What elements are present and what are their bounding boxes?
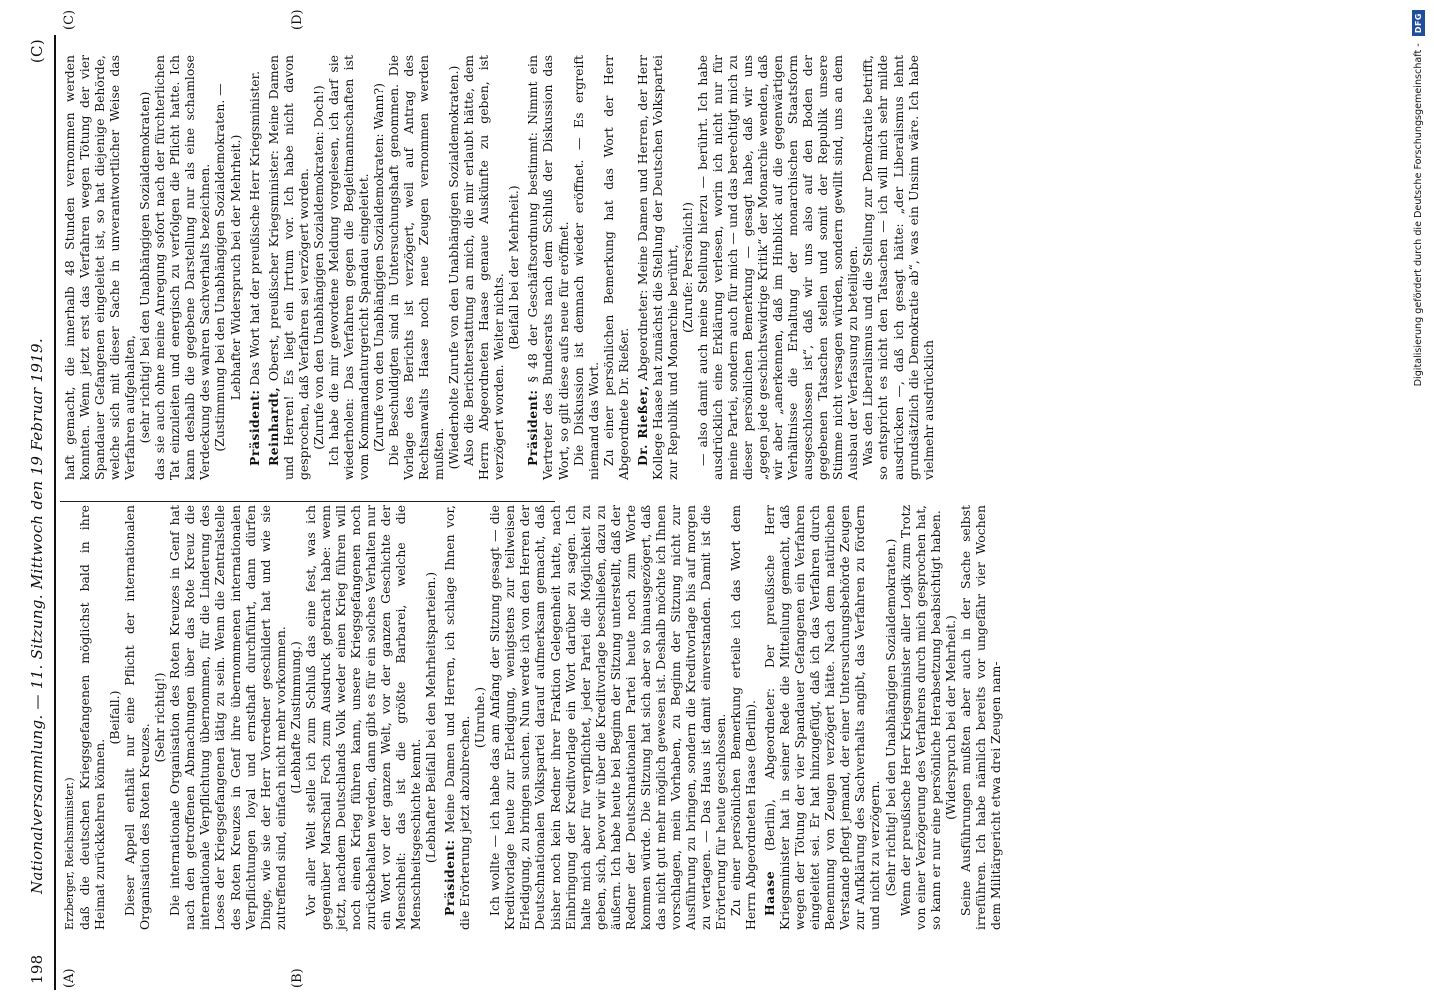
paragraph: Die Beschuldigten sind in Untersuchungshaft genommen. Die Vorlage des Berichts ist verzögert, weil auf Antrag des Rechtsanwalts Haase noch neue Zeugen vernommen werden mußten. <box>385 55 447 480</box>
paragraph: das sie auch ohne meine Anregung sofort nach der fürchterlichen Tat einzuleiten und energisch zu verfolgen die Pflicht hatte. Ich kann deshalb die gegebene Darstellung nur als eine schamlose Verdeckung des wahren Sachverhalts bezeichnen. <box>152 55 213 480</box>
speaker-name: Reinhardt, <box>265 386 281 466</box>
dfg-logo-icon: DFG <box>1412 10 1425 36</box>
paragraph: Dieser Appell enthält nur eine Pflicht der internationalen Organisation des Roten Kreuzes. <box>122 505 153 930</box>
page-number: 198 <box>28 954 46 984</box>
speaker-name: Präsident: <box>442 839 458 916</box>
interjection: (Beifall.) <box>107 690 123 745</box>
header-rule <box>54 35 56 990</box>
interjection: (Zurufe: Persönlich!) <box>679 202 695 333</box>
paragraph: Präsident: Meine Damen und Herren, ich schlage Ihnen vor, die Erörterung jetzt abzubrechen. <box>442 505 473 930</box>
paragraph: Zu einer persönlichen Bemerkung hat das Wort der Herr Abgeordnete Dr. Rießer. <box>600 55 631 480</box>
right-column <box>62 55 936 480</box>
speaker-name: Präsident: <box>525 389 541 466</box>
interjection: (Widerspruch bei der Mehrheit.) <box>942 615 958 820</box>
margin-marker-d: (D) <box>290 9 305 30</box>
margin-marker-a: (A) <box>62 968 77 988</box>
running-head: Nationalversammlung. — 11. Sitzung. Mittwoch den 19 Februar 1919. <box>28 338 46 894</box>
interjection: (Lebhafte Zustimmung.) <box>287 641 303 794</box>
paragraph: Zu einer persönlichen Bemerkung erteile ich das Wort dem Herrn Abgeordneten Haase (Berlin). <box>728 505 759 930</box>
interjection: (Sehr richtig!) <box>152 672 168 763</box>
paragraph: Also die Berichterstattung an mich, die mir erlaubt hätte, dem Herrn Abgeordneten Haase genaue Auskünfte zu geben, ist verzögert worden. Weiter nichts. <box>461 55 507 480</box>
interjection: (Unruhe.) <box>472 686 488 749</box>
dfg-credit <box>1412 0 1425 1000</box>
speaker-name: Haase <box>762 870 778 916</box>
paragraph: Haase (Berlin), Abgeordneter: Der preußische Herr Kriegsminister hat in seiner Rede die Mitteilung gemacht, daß wegen der Tötung der vier Spandauer Gefangenen ein Verfahren eingeleitet sei. Er hat hinzugefügt, daß ich das Verfahren durch Benennung von Zeugen verzögert hätte. Nach dem natürlichen Verstande pflegt jemand, der einer Untersuchungsbehörde Zeugen zur Aufklärung des Sachverhalts angibt, das Verfahren zu fördern und nicht zu verzögern. <box>762 505 883 930</box>
column-marker: (C) <box>28 39 46 64</box>
paragraph: Vor aller Welt stelle ich zum Schluß das eine fest, was ich gegenüber Marschall Foch zum Ausdruck gebracht habe: wenn jetzt, nachdem Deutschlands Volk weder einen Krieg führen will noch einen Krieg führen kann, unsere Kriegsgefangenen noch zurückbehalten werden, dann gibt es für ein solches Verhalten nur ein Wort vor der ganzen Welt, vor der ganzen Geschichte der Menschheit: das ist die größte Barbarei, welche die Menschheitsgeschichte kennt. <box>302 505 424 930</box>
credit-text: Digitalisierung gefördert durch die Deutsche Forschungsgemeinschaft - <box>1413 43 1424 387</box>
interjection: (Wiederholte Zurufe von den Unabhängigen Sozialdemokraten.) <box>446 65 462 470</box>
paragraph: Was den Liberalismus und die Stellung zur Demokratie betrifft, so entspricht es nicht den Tatsachen — ich will mich sehr milde ausdrücken —, daß ich gesagt hätte: „der Liberalismus lehnt grundsätzlich die Demokratie ab“, was ein Unsinn wäre. Ich habe vielmehr ausdrücklich <box>860 55 936 480</box>
paragraph: Dr. Rießer, Abgeordneter: Meine Damen und Herren, der Herr Kollege Haase hat zunächst die Stellung der Deutschen Volkspartei zur Republik und Monarchie berührt, <box>634 55 680 480</box>
interjection: (Zurufe von den Unabhängigen Sozialdemokraten: Wann?) <box>370 83 386 452</box>
paragraph: Erzberger, Reichsminister.) <box>63 777 76 930</box>
paragraph: Die Diskussion ist demnach wieder eröffnet. — Es ergreift niemand das Wort. <box>570 55 601 480</box>
interjection: (Zurufe von den Unabhängigen Sozialdemokraten: Doch!) <box>310 85 326 450</box>
column-separator <box>60 501 555 502</box>
interjection: (Beifall bei der Mehrheit.) <box>506 185 522 350</box>
paragraph: Präsident: § 48 der Geschäftsordnung bestimmt: Nimmt ein Vertreter des Bundesrats nach dem Schluß der Diskussion das Wort, so gilt diese aufs neue für eröffnet. <box>525 55 571 480</box>
paragraph: Ich wollte — ich habe das am Anfang der Sitzung gesagt — die Kreditvorlage heute zur Erledigung, wenigstens zur teilweisen Erledigung, zu bringen suchen. Nun werde ich von den Herren der Deutschnationalen Volkspartei darauf aufmerksam gemacht, daß bisher noch kein Redner ihrer Fraktion Gelegenheit hatte, nach Einbringung der Kreditvorlage ein Wort darüber zu sagen. Ich halte mich aber für verpflichtet, jeder Partei die Möglichkeit zu geben, sich, bevor wir über die Kreditvorlage beschließen, dazu zu äußern. Ich habe heute bei Beginn der Sitzung unterstellt, daß der Redner der Deutschnationalen Partei heute noch zum Worte kommen würde. Die Sitzung hat sich aber so hinausgezögert, daß das nicht gut mehr möglich gewesen ist. Deshalb möchte ich Ihnen vorschlagen, mein Vorhaben, zu Beginn der Sitzung nicht zur Ausführung zu bringen, sondern die Kreditvorlage bis auf morgen zu vertagen. — Das Haus ist damit einverstanden. Damit ist die Erörterung für heute geschlossen. <box>487 505 729 930</box>
paragraph: Reinhardt, Oberst, preußischer Kriegsminister: Meine Damen und Herren! Es liegt ein Irrtum vor. Ich habe nicht davon gesprochen, daß Verfahren sei verzögert worden. <box>265 55 311 480</box>
interjection: (sehr richtig! bei den Unabhängigen Sozialdemokraten) <box>137 91 153 444</box>
interjection: (Lebhafter Beifall bei den Mehrheitsparteien.) <box>423 571 439 864</box>
paragraph: Die internationale Organisation des Roten Kreuzes in Genf hat nach den getroffenen Abmachungen über das Rote Kreuz die internationale Verpflichtung übernommen, für die Linderung des Loses der Kriegsgefangenen tätig zu sein. Wenn die Zentralstelle des Roten Kreuzes in Genf ihre übernommenen internationalen Verpflichtungen loyal und ernsthaft durchführt, dann dürfen Dinge, wie sie der Herr Vorredner geschildert hat und wie sie zutreffend sind, einfach nicht mehr vorkommen. <box>167 505 288 930</box>
paragraph: Wenn der preußische Herr Kriegsminister aller Logik zum Trotz von einer Verzögerung des Verfahrens durch mich gesprochen hat, so kann er nur eine persönliche Herabsetzung beabsichtigt haben. <box>897 505 943 930</box>
paragraph: Seine Ausführungen mußten aber auch in der Sache selbst irreführen. Ich habe nämlich bereits vor ungefähr vier Wochen dem Militärgericht etwa drei Zeugen nam- <box>957 505 1003 930</box>
speaker-name: Dr. Rießer, <box>634 385 650 466</box>
paragraph: haft gemacht, die innerhalb 48 Stunden vernommen werden konnten. Wenn jetzt erst das Verfahren wegen Tötung der vier Spandauer Gefangenen eingeleitet ist, so hat diejenige Behörde, welche sich mit dieser Sache in unverantwortlicher Weise das Verfahren aufgehalten, <box>62 55 138 480</box>
page-header <box>28 39 50 984</box>
paragraph: — also damit auch meine Stellung hierzu — berührt. Ich habe ausdrücklich eine Erklärung verlesen, worin ich nicht nur für meine Partei, sondern auch für mich — und das berechtigt mich zu dieser persönlichen Bemerkung — gesagt habe, daß wir uns „gegen jede geschichtswidrige Kritik“ der Monarchie wenden, daß wir aber „anerkennen, daß im Hinblick auf die gegenwärtigen Verhältnisse die Erhaltung der monarchischen Staatsform ausgeschlossen ist“, daß wir uns also auf den Boden der gegebenen Tatsachen stellen und somit der Republik unsere Stimme nicht versagen würden, sondern gewillt sind, uns an dem Ausbau der Verfassung zu beteiligen. <box>694 55 861 480</box>
speaker-name: Präsident: <box>246 389 262 466</box>
paragraph: Ich habe die mir gewordene Meldung vorgelesen, ich darf sie wiederholen: Das Verfahren gegen die Begleitmannschaften ist vom Kommandanturgericht Spandau eingeleitet. <box>325 55 371 480</box>
left-column <box>62 505 1003 930</box>
interjection: (Zustimmung bei den Unabhängigen Sozialdemokraten. — Lebhafter Widerspruch bei der Mehrheit.) <box>212 83 243 452</box>
paragraph: daß die deutschen Kriegsgefangenen möglichst bald in ihre Heimat zurückkehren können. <box>77 505 108 930</box>
paragraph: Präsident: Das Wort hat der preußische Herr Kriegsminister. <box>246 70 262 466</box>
interjection: (Sehr richtig! bei den Unabhängigen Sozialdemokraten.) <box>882 538 898 897</box>
margin-marker-b: (B) <box>290 968 305 988</box>
margin-marker-c: (C) <box>62 9 77 30</box>
